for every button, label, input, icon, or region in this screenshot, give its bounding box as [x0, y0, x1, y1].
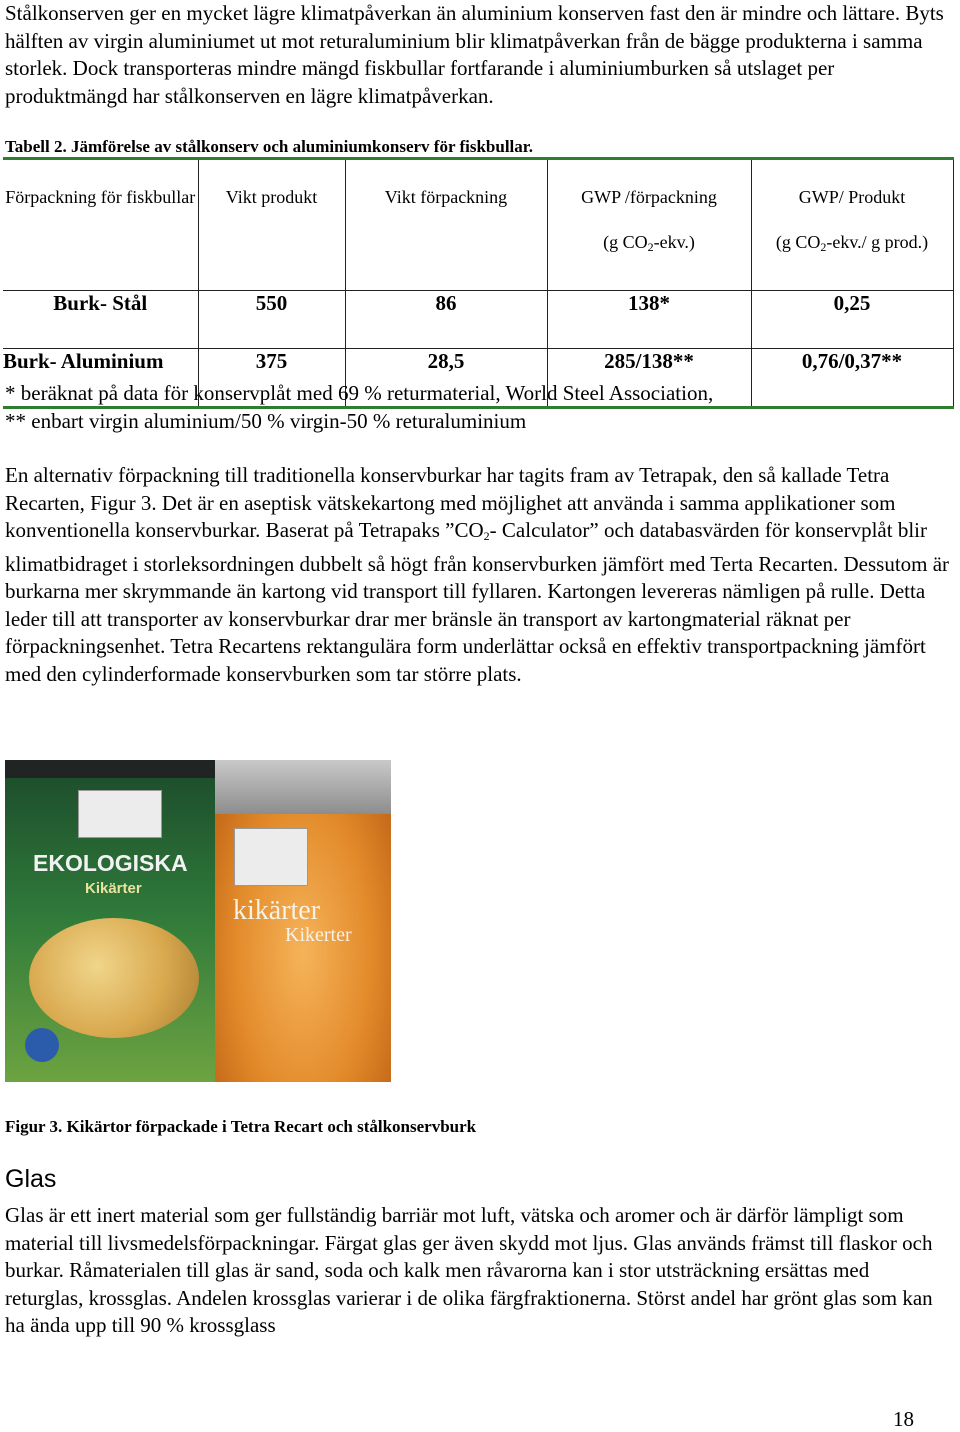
- chickpeas-image: [29, 918, 199, 1038]
- tetra-paragraph-part-a: En alternativ förpackning till traditionella konservburkar har tagits fram av Tetrapak, den så kallade Tetra Recarten, Figur 3. Det är en aseptisk vätskekartong med möjlighet att använda i samma applikationer som konventionella konservburkar. Baserat på Tetrapaks ”CO: [5, 463, 896, 542]
- header-gwp-packaging-unit: [548, 231, 751, 259]
- cell-gwp-product: 0,25: [751, 291, 953, 349]
- footnote-1: * beräknat på data för konservplåt med 69 % returmaterial, World Steel Association,: [5, 381, 714, 405]
- unit-text: (g CO: [775, 232, 821, 252]
- header-gwp-packaging-label: GWP /förpackning: [581, 187, 717, 207]
- figure-photo: [5, 760, 391, 1082]
- footnote-2: ** enbart virgin aluminium/50 % virgin-50 % returaluminium: [5, 408, 527, 433]
- unit-subscript: 2: [820, 240, 827, 254]
- eu-organic-logo-icon: [25, 1028, 59, 1062]
- intro-paragraph: Stålkonserven ger en mycket lägre klimatpåverkan än aluminium konserven fast den är mindre och lättare. Byts hälften av virgin aluminiumet ut mot returaluminium blir klimatpåverkan från de bägge produkterna i samma storlek. Dock transporteras mindre mängd fiskbullar fortfarande i aluminiumburken så utslaget per produktmängd har stålkonserven en lägre klimatpåverkan.: [5, 1, 944, 108]
- cell-weight-packaging: 28,5: [345, 349, 547, 408]
- table-row: [3, 291, 953, 349]
- table-caption: Tabell 2. Jämförelse av stålkonserv och aluminiumkonserv för fiskbullar.: [5, 137, 533, 156]
- redaction-box: [78, 790, 162, 838]
- header-weight-product: Vikt produkt: [198, 159, 345, 291]
- glass-paragraph: Glas är ett inert material som ger fullständig barriär mot luft, vätska och aromer och är därför lämpligt som material till livsmedelsförpackningar. Färgat glas ger även skydd mot ljus. Glas används främst till flaskor och burkar. Råmaterialen till glas är sand, soda och kalk men råvarorna kan i stor utsträckning ersättas med returglas, krossglas. Andelen krossglas varierar i de olika färgfraktionerna. Störst andel har grönt glas som kan ha ända upp till 90 % krossglass: [5, 1203, 933, 1337]
- header-packaging: Förpackning för fiskbullar: [3, 159, 198, 291]
- redaction-box: [234, 828, 308, 886]
- header-gwp-product-unit: [752, 231, 953, 259]
- figure-caption: Figur 3. Kikärtor förpackade i Tetra Recart och stålkonservburk: [5, 1117, 477, 1136]
- steel-can: [215, 760, 391, 1082]
- cell-packaging: Burk- Stål: [3, 291, 198, 349]
- cell-gwp-packaging: 138*: [547, 291, 751, 349]
- table-header-row: [3, 159, 953, 291]
- carton-brand-text: EKOLOGISKA: [33, 850, 188, 876]
- carton-product-text: Kikärter: [85, 880, 142, 897]
- header-gwp-product-label: GWP/ Produkt: [798, 187, 906, 207]
- section-heading: Glas: [5, 1165, 57, 1193]
- tetra-paragraph-subscript: 2: [483, 529, 490, 543]
- unit-text: (g CO: [603, 232, 648, 252]
- can-label-text: kikärter: [233, 895, 321, 926]
- unit-subscript: 2: [647, 240, 654, 254]
- page-number: 18: [893, 1407, 914, 1431]
- tetra-paragraph-part-b: - Calculator” och databasvärden för konservplåt blir klimatbidraget i storleksordningen dubbelt så högt från konservburken jämfört med Terta Recarten. Dessutom är burkarna mer skrymmande än kartong vid transport till fyllaren. Kartongen levereras nämligen på rulle. Detta leder till att transporter av konservburkar drar mer bränsle än transport av kartongmaterial räknat per förpackningsenhet. Tetra Recartens rektangulära form underlättar också en effektiv transportpackning jämfört med den cylinderformade konservburken som tar större plats.: [5, 518, 950, 686]
- tetra-paragraph: [5, 462, 950, 688]
- cell-packaging: Burk- Aluminium: [3, 349, 198, 408]
- header-gwp-packaging: [547, 159, 751, 291]
- unit-text: -ekv.): [653, 232, 695, 252]
- cell-gwp-packaging: 285/138**: [547, 349, 751, 408]
- can-rim: [215, 760, 391, 814]
- comparison-table: [3, 157, 954, 409]
- cell-gwp-product: 0,76/0,37**: [751, 349, 953, 408]
- cell-weight-product: 375: [198, 349, 345, 408]
- unit-text: -ekv./ g prod.): [826, 232, 929, 252]
- cell-weight-product: 550: [198, 291, 345, 349]
- header-weight-packaging: Vikt förpackning: [345, 159, 547, 291]
- header-gwp-product: [751, 159, 953, 291]
- table-footnotes: [5, 380, 713, 435]
- can-label-text-2: Kikerter: [285, 924, 352, 946]
- cell-weight-packaging: 86: [345, 291, 547, 349]
